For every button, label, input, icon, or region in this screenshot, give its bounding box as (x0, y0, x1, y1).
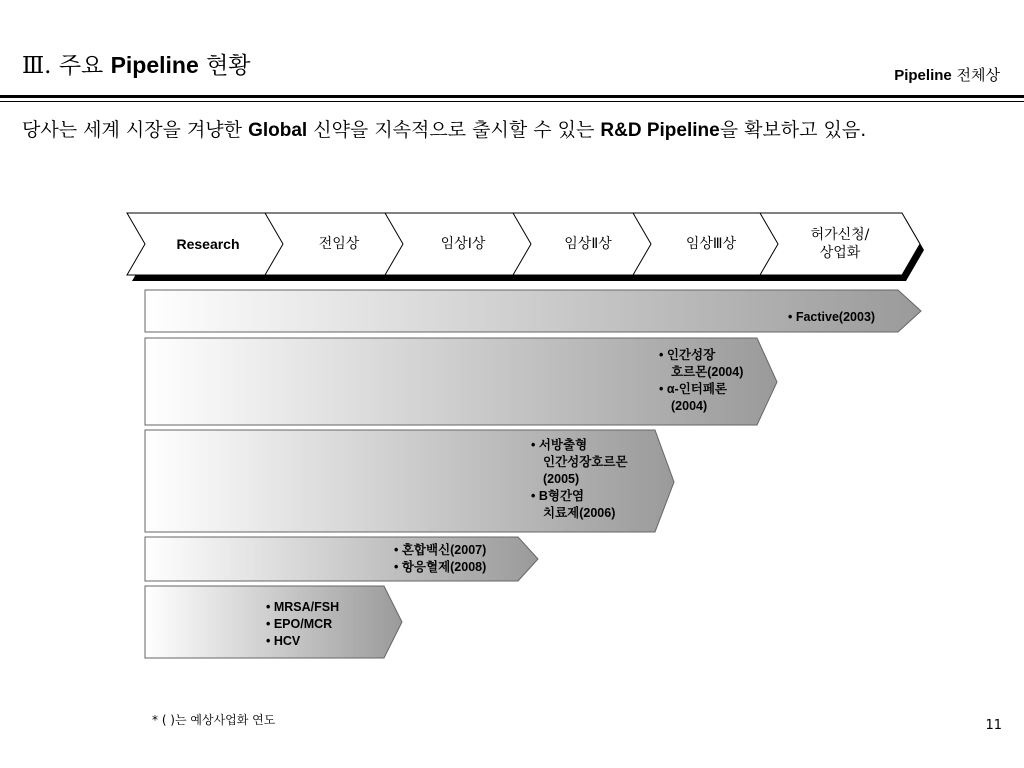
intro-part3: 을 확보하고 있음. (719, 119, 867, 141)
stage-label-approval-line2: 상업화 (819, 245, 861, 261)
bar-item: • 항응혈제(2008) (394, 560, 487, 574)
bar-text-phase1 (394, 542, 486, 576)
bar-item: • α-인터페론 (659, 382, 727, 396)
bar-item: (2005) (543, 472, 580, 486)
bar-item: • 서방출형 (531, 438, 588, 452)
section-title-rest: 전체상 (951, 66, 1000, 84)
footnote: * ( )는 예상사업화 연도 (152, 713, 276, 727)
bar-item: • 인간성장 (659, 348, 716, 362)
stage-label-preclinical: 전임상 (318, 236, 360, 252)
bar-text-phase3 (659, 347, 743, 415)
bar-item: • HCV (266, 634, 301, 648)
stage-label-approval-line1: 허가신청/ (810, 227, 870, 243)
title-bold: Pipeline (110, 52, 199, 78)
bar-item: 치료제(2006) (543, 506, 616, 520)
title-roman-numeral: Ⅲ. (22, 53, 52, 79)
section-title-bold: Pipeline (894, 67, 952, 84)
intro-bold2: R&D Pipeline (600, 120, 720, 141)
bar-item: • B형간염 (531, 489, 585, 503)
stage-label-phase1: 임상Ⅰ상 (440, 236, 486, 252)
bar-text-commercial (788, 309, 875, 326)
stage-label-approval (780, 226, 900, 262)
stage-label-phase3: 임상Ⅲ상 (685, 236, 737, 252)
page-number: 11 (985, 718, 1002, 733)
bar-item: 인간성장호르몬 (543, 455, 628, 469)
title-pre: 주요 (58, 53, 111, 79)
bar-item: • EPO/MCR (266, 617, 333, 631)
intro-part1: 당사는 세계 시장을 겨냥한 (22, 119, 249, 141)
bar-text-preclinical (266, 599, 339, 650)
bar-text-phase2 (531, 437, 628, 522)
bar-item: • MRSA/FSH (266, 600, 340, 614)
intro-part2: 신약을 지속적으로 출시할 수 있는 (307, 119, 601, 141)
stage-label-research (148, 235, 268, 254)
title-post: 현황 (198, 53, 251, 79)
bar-item: • 혼합백신(2007) (394, 543, 487, 557)
bar-item: 호르몬(2004) (671, 365, 744, 379)
stage-label-text: Research (176, 236, 240, 252)
stage-label-phase2: 임상Ⅱ상 (564, 236, 612, 252)
intro-bold1: Global (248, 120, 308, 141)
bar-item: • Factive(2003) (788, 310, 876, 324)
bar-item: (2004) (671, 399, 708, 413)
